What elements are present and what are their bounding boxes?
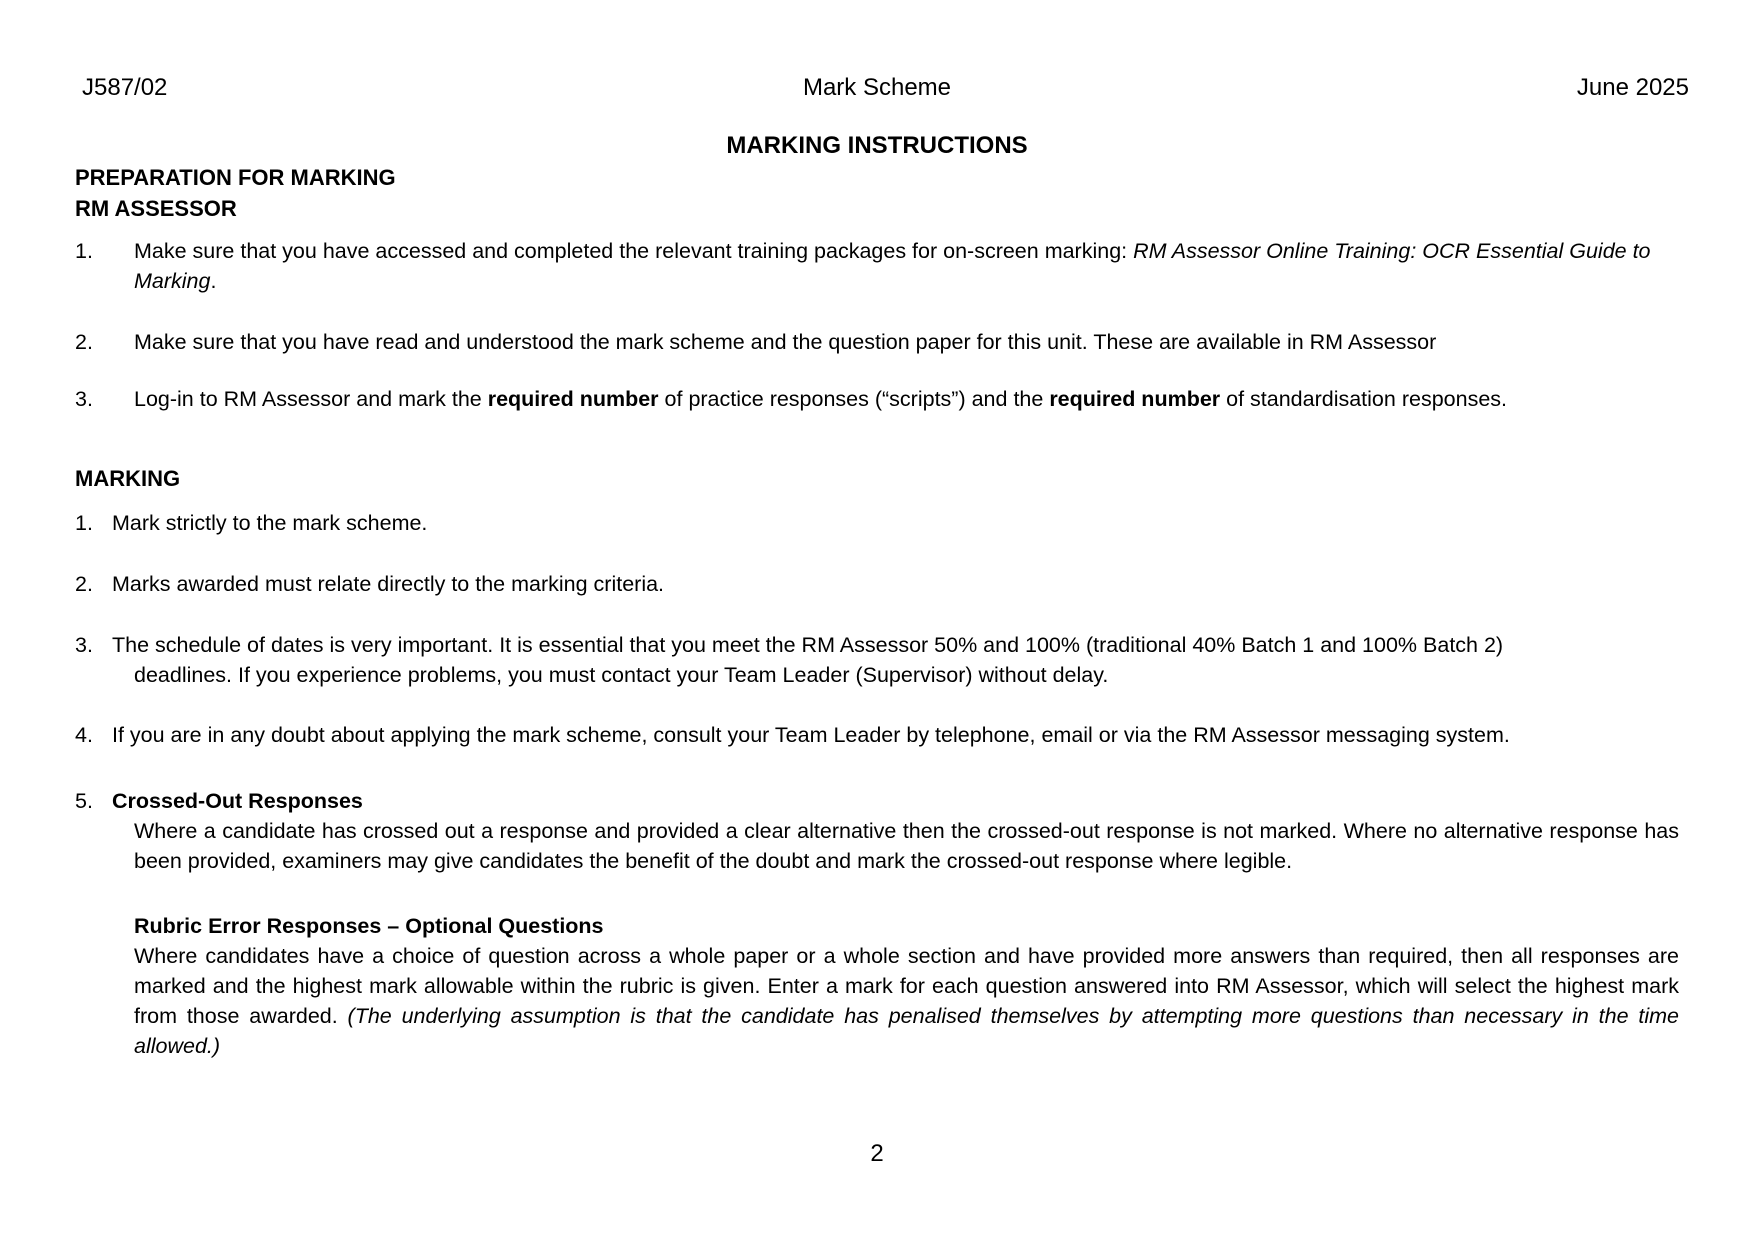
prep-item-3-text: Log-in to RM Assessor and mark the required number of practice responses (“scripts”) and the required number of standardisation responses. — [134, 387, 1507, 411]
training-title: RM Assessor Online Training: OCR Essential Guide to Marking — [134, 239, 1651, 293]
marking-item-1-number: 1. — [75, 511, 93, 535]
marking-item-5-number: 5. — [75, 789, 93, 813]
paper-code: J587/02 — [82, 74, 168, 101]
crossed-out-text: Where a candidate has crossed out a response and provided a clear alternative then the crossed-out response is not marked. Where no alternative response has been provided, examiners may give candidates the benefit of the doubt and mark the crossed-out response where legible. — [134, 819, 1679, 873]
rubric-error-heading: Rubric Error Responses – Optional Questions — [134, 914, 604, 938]
crossed-out-heading: Crossed-Out Responses — [112, 789, 363, 813]
marking-item-2-text: Marks awarded must relate directly to the marking criteria. — [112, 572, 665, 596]
prep-item-2-text: Make sure that you have read and understood the mark scheme and the question paper for this unit. These are available in RM Assessor — [134, 330, 1437, 354]
document-title: Mark Scheme — [802, 74, 952, 101]
marking-item-3-number: 3. — [75, 633, 93, 657]
marking-item-4-number: 4. — [75, 723, 93, 747]
page-title: MARKING INSTRUCTIONS — [726, 132, 1028, 159]
document-date: June 2025 — [1576, 74, 1689, 101]
page-number: 2 — [870, 1140, 884, 1167]
marking-item-3-line-1: The schedule of dates is very important. It is essential that you meet the RM Assessor 50% and 100% (traditional 40% Batch 1 and 100% Batch 2) — [112, 633, 1504, 657]
heading-rm-assessor: RM ASSESSOR — [75, 196, 237, 221]
heading-preparation: PREPARATION FOR MARKING — [75, 165, 396, 190]
prep-item-2-number: 2. — [75, 330, 93, 354]
prep-item-1-number: 1. — [75, 239, 93, 263]
prep-item-3-number: 3. — [75, 387, 93, 411]
marking-item-3-line-2: deadlines. If you experience problems, you must contact your Team Leader (Supervisor) without delay. — [134, 663, 1109, 687]
marking-item-2-number: 2. — [75, 572, 93, 596]
prep-item-1-text: Make sure that you have accessed and completed the relevant training packages for on-screen marking: RM Assessor Online Training: OCR Essential Guide to Marking. — [134, 239, 1651, 293]
rubric-error-assumption: (The underlying assumption is that the candidate has penalised themselves by attempting more questions than necessary in the time allowed.) — [134, 1004, 1679, 1058]
marking-item-1-text: Mark strictly to the mark scheme. — [112, 511, 428, 535]
rubric-error-text: Where candidates have a choice of question across a whole paper or a whole section and have provided more answers than required, then all responses are marked and the highest mark allowable within the rubric is given. Enter a mark for each question answered into RM Assessor, which will select the highest mark from those awarded. (The underlying assumption is that the candidate has penalised themselves by attempting more questions than necessary in the time allowed.) — [134, 944, 1679, 1058]
heading-marking: MARKING — [75, 466, 181, 491]
marking-item-4-text: If you are in any doubt about applying the mark scheme, consult your Team Leader by telephone, email or via the RM Assessor messaging system. — [112, 723, 1510, 747]
